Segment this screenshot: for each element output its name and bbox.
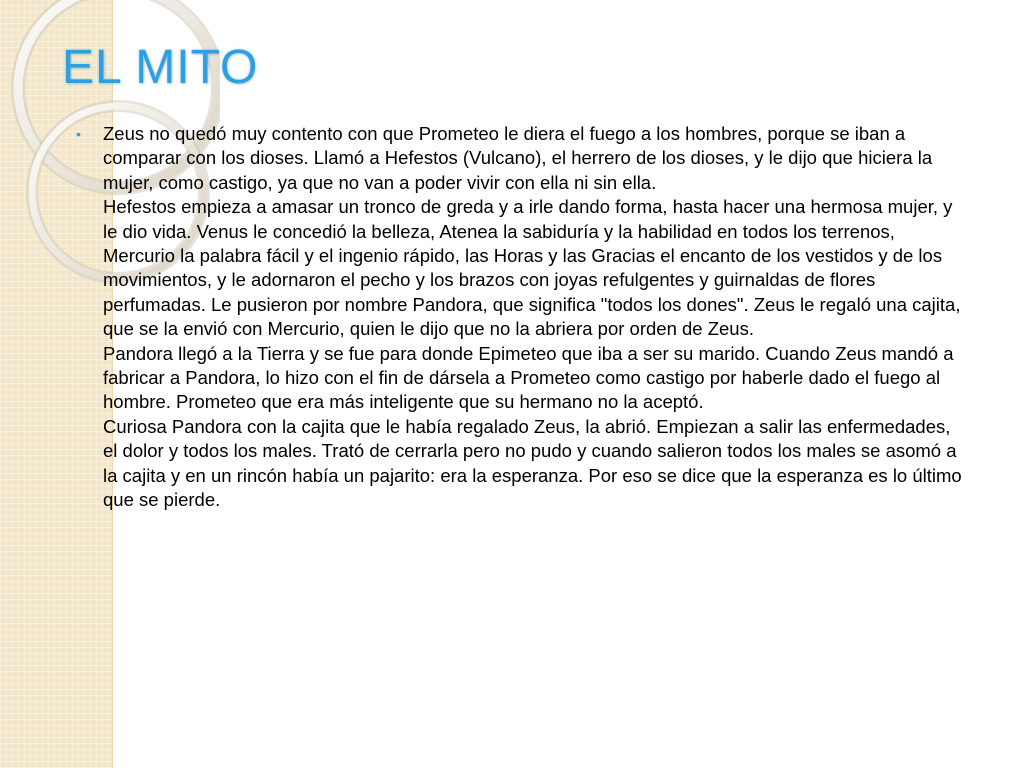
paragraph-4: Curiosa Pandora con la cajita que le había regalado Zeus, la abrió. Empiezan a salir las enfermedades, el dolor y todos los males. Trató de cerrarla pero no pudo y cuando salieron todos los males se asomó a la cajita y en un rincón había un pajarito: era la esperanza. Por eso se dice que la esperanza es lo último que se pierde. [103, 415, 962, 511]
paragraph-3: Pandora llegó a la Tierra y se fue para donde Epimeteo que iba a ser su marido. Cuando Zeus mandó a fabricar a Pandora, lo hizo con el fin de dársela a Prometeo como castigo por haberle dado el fuego al hombre. Prometeo que era más inteligente que su hermano no la aceptó. [103, 342, 954, 413]
bullet-text [103, 122, 966, 513]
paragraph-1: Zeus no quedó muy contento con que Prometeo le diera el fuego a los hombres, porque se iban a comparar con los dioses. Llamó a Hefestos (Vulcano), el herrero de los dioses, y le dijo que hiciera la mujer, como castigo, ya que no van a poder vivir con ella ni sin ella. [103, 123, 933, 193]
slide-title: EL MITO [62, 41, 259, 94]
bullet-item [76, 122, 966, 513]
slide-body [76, 122, 966, 513]
paragraph-2: Hefestos empieza a amasar un tronco de greda y a irle dando forma, hasta hacer una hermosa mujer, y le dio vida. Venus le concedió la belleza, Atenea la sabiduría y la habilidad en todos los terrenos, Mercurio la palabra fácil y el ingenio rápido, las Horas y las Gracias el encanto de los vestidos y de los movimientos, y le adornaron el pecho y los brazos con joyas refulgentes y guirnaldas de flores perfumadas. Le pusieron por nombre Pandora, que significa "todos los dones". Zeus le regaló una cajita, que se la envió con Mercurio, quien le dijo que no la abriera por orden de Zeus. [103, 196, 961, 340]
bullet-dot-icon: • [76, 126, 81, 142]
